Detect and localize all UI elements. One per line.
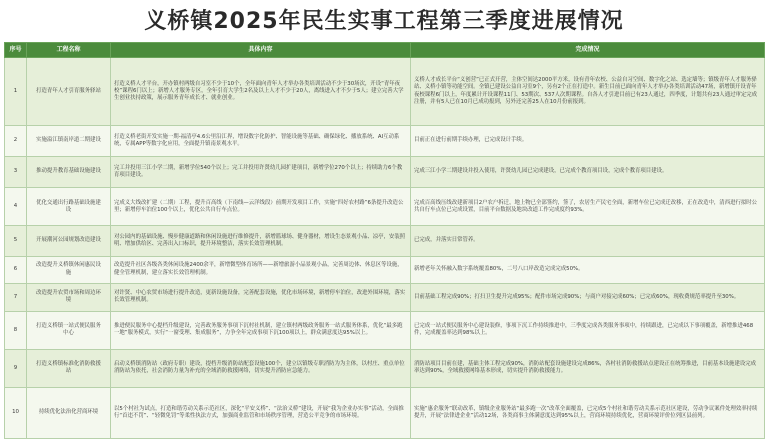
project-content: 完成义大线改扩建（二期）工程，提升百高线（下南线—云洋线段）前期开发项目工作，实施“四好农村路”6条提升改造公里；新增停车泊位100个以上，优化公共自行车点位。 — [111, 188, 411, 226]
project-status: 消防站项目目前在建，基础主体工程完成90%，消防站配套设施建设完成86%，各村社消防救援站点建设正在统筹推进，目前基本设施建设完成率达到90%，全域救援网络基本形成，切实提升消防救援能力。 — [411, 349, 765, 387]
project-name: 持续优化法治化营商环境 — [27, 387, 111, 438]
project-status: 已完成一站式便民服务中心建设装修，事项下沉工作持续推进中，三季度完成各类服务事项中，持续跟进，已完成以下事项覆盖，新增推进468件，完成覆盖率达到98%以上。 — [411, 311, 765, 349]
project-content: 完工并投用三江小学二期，新增学位540个以上；完工并投用许贤幼儿园扩建项目，新增学位270个以上；持续助力6个教育项目建设。 — [111, 156, 411, 187]
row-number: 10 — [5, 387, 27, 438]
table-row — [5, 283, 765, 311]
row-number: 7 — [5, 283, 27, 311]
column-header-status: 完成情况 — [411, 43, 765, 58]
project-status: 新增老年关怀融入数字系统覆盖80%，二号八口岸改造完成完成50%。 — [411, 256, 765, 283]
project-status: 目前基础工程完成90%；打扫卫生提升完成95%；配件市场完成90%；与商户对接完成60%；已完成60%，现收费规范率提升至30%。 — [411, 283, 765, 311]
row-number: 1 — [5, 58, 27, 126]
row-number: 3 — [5, 156, 27, 187]
project-content: 以5个村社为试点，打造和谐劳动关系示范社区，深化“平安义桥”、“法治义桥”建设，开展“我为企业办实事”活动，全面推行“首违不罚”、“轻微免罚”等柔性执法方式，加强商业监管和市场秩序管理，营造公平竞争的市场环境。 — [111, 387, 411, 438]
table-row — [5, 387, 765, 438]
project-name: 打造义桥镇标准化消防救援站 — [27, 349, 111, 387]
row-number: 2 — [5, 126, 27, 156]
table-row — [5, 349, 765, 387]
row-number: 9 — [5, 349, 27, 387]
project-name: 开展潮河公园规划改造建设 — [27, 226, 111, 256]
table-row — [5, 188, 765, 226]
progress-table-container — [4, 42, 764, 439]
project-content: 对许贤、中心农贸市场进行提升改造，更新设施设备，完善配套设施，优化市场环境，新增停车泊位，改进外围环境，落实长效管理机制。 — [111, 283, 411, 311]
page-title: 义桥镇2025年民生实事工程第三季度进展情况 — [144, 8, 624, 34]
project-content: 打造义桥人才平台，开办镇村两级自习室不少于10个，全年面向青年人才举办各类培训活动不少于30场次，开设“青年夜校”课程6门以上；新增人才服务专区，全年引育大学生2名及以上人才不少于20人，离线进入才不少于5人；建立完善大学生创业扶持政策，展示服务青年成长才、就业创业。 — [111, 58, 411, 126]
project-name: 改造提升农贸市场和周边环境 — [27, 283, 111, 311]
project-status: 目前正在进行前期手续办理，已完成设计手续。 — [411, 126, 765, 156]
column-header-no: 序号 — [5, 43, 27, 58]
row-number: 4 — [5, 188, 27, 226]
project-content: 启动义桥镇消防站（政府专职）建设，提档升级消防站配套设施100个，建立以镇级专职消防为为主体，以村庄、重点单位消防站为依托，社会消防力量为补充的全域消防救援网络，切实提升消防应急能力。 — [111, 349, 411, 387]
project-name: 推动提升教育基础设施建设 — [27, 156, 111, 187]
project-name: 优化交通出行路基础设施建设 — [27, 188, 111, 226]
table-row — [5, 311, 765, 349]
project-status: 已完成，并落实日常管养。 — [411, 226, 765, 256]
column-header-content: 具体内容 — [111, 43, 411, 58]
project-content: 对公园内的基础设施、慢步健康道路和休闲设施进行维修提升，新增篮球场、健身器材，增设生态景观小品、凉亭，安装照明、增加供给区、完善出入口标识，提升环境整洁，落实长效管理机制。 — [111, 226, 411, 256]
table-row — [5, 58, 765, 126]
project-name: 改造提升义桥镇休闲惠民设施 — [27, 256, 111, 283]
project-status: 完成百高线压线改建新项目2户农户拆迁，地上物已全部签约，签了，农居生产民宅全面，新增车位已完成迁改移，正在改造中，清西进行拟时公共自行车点位已完成设置，目前平台数据及地块改道工作完成度约93%。 — [411, 188, 765, 226]
progress-table — [4, 42, 765, 439]
table-row — [5, 156, 765, 187]
row-number: 6 — [5, 256, 27, 283]
table-row — [5, 226, 765, 256]
table-row — [5, 126, 765, 156]
table-header-row — [5, 43, 765, 58]
table-row — [5, 256, 765, 283]
project-name: 打造义桥镇一站式便民服务中心 — [27, 311, 111, 349]
column-header-name: 工程名称 — [27, 43, 111, 58]
project-content: 推进便民服务中心提档升级建设，完善政务服务事项下沉村社机制，建立镇村两级政务服务一站式服务体系，优化“最多跑一地”服务模式，实行“一窗受理、集成服务”，力争全年完成事项下沉100项以上，群众满意度达95%以上。 — [111, 311, 411, 349]
project-status: 实施“惠企服务”联动改革，镇级企业服务站“最多跑一次”改革全面覆盖，已完成5个村社和谐劳动关系示范社区建设，劳动争议案件处理效率持续提升，开展“法律进企业”活动12场，各类商事主体满意度达到95%以上，营商环境持续优化，营商环境评价位列区县前列。 — [411, 387, 765, 438]
project-name: 打造青年人才引育服务驿站 — [27, 58, 111, 126]
project-name: 实施溢江镇南岸道二期建设 — [27, 126, 111, 156]
project-content: 打造义桥老街开发实施一期-福清亭4.6公里沿江界，增设数字化防护、智能设施等基础、确保绿化、播放系统、AI互动系统，专属APP等数字化应用，全面提升镇南景观水平。 — [111, 126, 411, 156]
project-status: 完成三江小学二期建设并投入使用，许贤幼儿园已完成建设，已完成个教育项目设，完成个教育项目建设。 — [411, 156, 765, 187]
row-number: 5 — [5, 226, 27, 256]
project-status: 义桥人才成长平台“义创营”已正式开营，主体空间达2000平方米，设有青年农校、公益自习空间、数字化之站、选定墙等；镇级青年人才服务驿站、义桥小镇等功能空间。全镇已建设公益自习室9个，另有2个正在打造中。新生目前已面向青年人才举办各类培训活动47场，新增镇开设青年夜校课程6门以上，年度累计开设课程11门、53期次、537人次期课程。自各人才引进目前已有23人通过，四季度，计划共有23人通过审定完成注册，并有5人已在10月已成功报到，另外还完善25人在10月份前报到。 — [411, 58, 765, 126]
row-number: 8 — [5, 311, 27, 349]
project-content: 改造提升社区各级各类休闲设施2400余平，新增微型体育场所——新增旅游小品景观小品，完善周边体、休息区等设施，健全管理机制，建立落实长效管理机制。 — [111, 256, 411, 283]
